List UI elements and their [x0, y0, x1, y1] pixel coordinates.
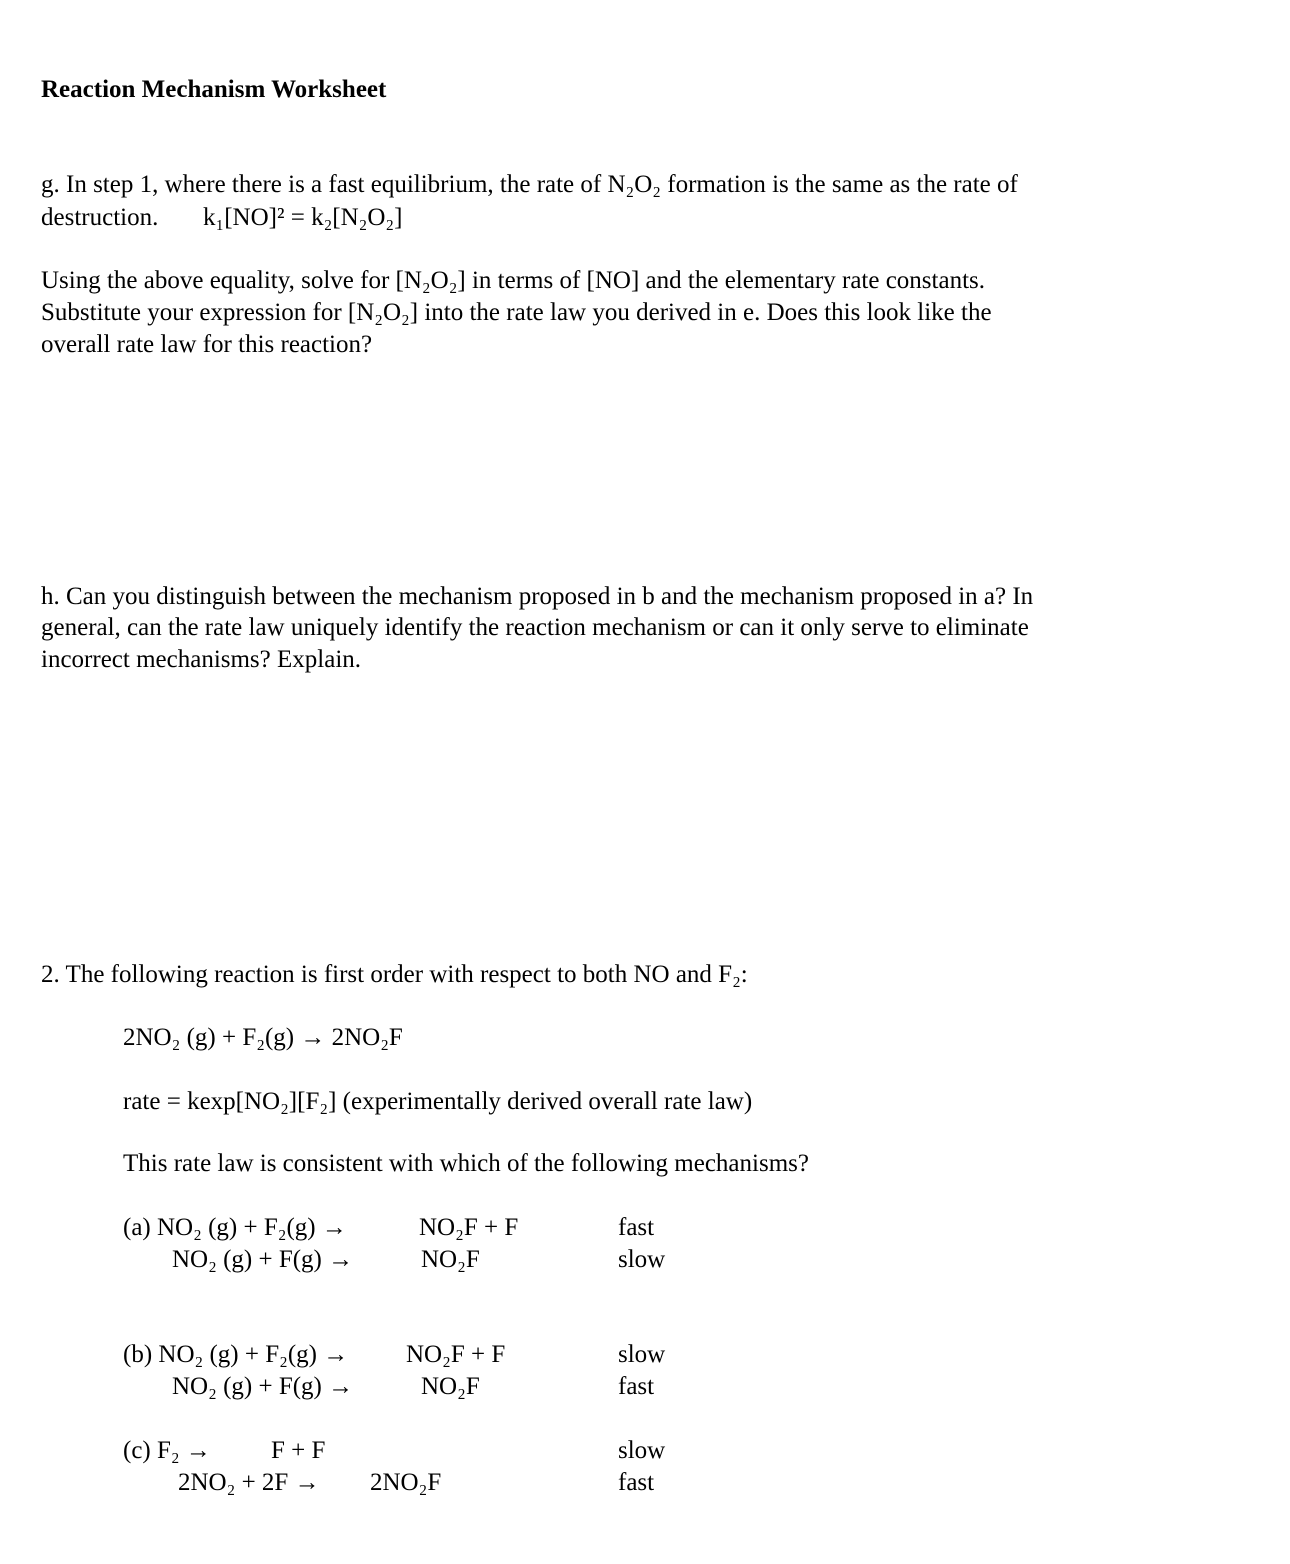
mechanism-c-step-1-rhs: F + F — [271, 1437, 326, 1464]
mechanism-b-step-1-speed: slow — [618, 1341, 666, 1368]
g-question-line-1: g. In step 1, where there is a fast equilibrium, the rate of N₂O₂ formation is the same as the rate of — [41, 171, 1018, 198]
q2-reaction: 2NO₂ (g) + F₂(g) → 2NO₂F — [123, 1024, 403, 1051]
mechanism-b-step-2-speed: fast — [618, 1373, 655, 1400]
h-question-line-1: h. Can you distinguish between the mechanism proposed in b and the mechanism proposed in a? In — [41, 583, 1034, 610]
mechanism-c-step-1-speed: slow — [618, 1437, 666, 1464]
mechanism-c-step-1-lhs: (c) F₂ → — [123, 1437, 211, 1464]
mechanism-c-step-2-rhs: 2NO₂F — [370, 1469, 442, 1496]
mechanism-a-step-1-speed: fast — [618, 1214, 655, 1241]
mechanism-b-step-2-lhs: NO₂ (g) + F(g) → — [172, 1373, 354, 1400]
page-title: Reaction Mechanism Worksheet — [41, 76, 387, 103]
mechanism-a-step-1-rhs: NO₂F + F — [419, 1214, 519, 1241]
g-question-line-2: destruction. — [41, 204, 159, 231]
mechanism-c-step-2-speed: fast — [618, 1469, 655, 1496]
g-equation: k₁[NO]² = k₂[N₂O₂] — [203, 204, 403, 231]
q2-intro: 2. The following reaction is first order with respect to both NO and F₂: — [41, 961, 748, 988]
g-instruction-line-2: Substitute your expression for [N₂O₂] into the rate law you derived in e. Does this look like the — [41, 299, 992, 326]
mechanism-b-step-1-rhs: NO₂F + F — [406, 1341, 506, 1368]
mechanism-a-step-2-lhs: NO₂ (g) + F(g) → — [172, 1246, 354, 1273]
mechanism-a-step-1-lhs: (a) NO₂ (g) + F₂(g) → — [123, 1214, 347, 1241]
mechanism-b-step-2-rhs: NO₂F — [421, 1373, 480, 1400]
g-instruction-line-3: overall rate law for this reaction? — [41, 331, 373, 358]
g-instruction-line-1: Using the above equality, solve for [N₂O₂] in terms of [NO] and the elementary rate constants. — [41, 267, 985, 294]
q2-rate-law: rate = kexp[NO₂][F₂] (experimentally derived overall rate law) — [123, 1088, 753, 1115]
mechanism-b-step-1-lhs: (b) NO₂ (g) + F₂(g) → — [123, 1341, 349, 1368]
h-question-line-3: incorrect mechanisms? Explain. — [41, 646, 362, 673]
mechanism-a-step-2-rhs: NO₂F — [421, 1246, 480, 1273]
mechanism-c-step-2-lhs: 2NO₂ + 2F → — [178, 1469, 320, 1496]
h-question-line-2: general, can the rate law uniquely identify the reaction mechanism or can it only serve to eliminate — [41, 614, 1029, 641]
q2-question: This rate law is consistent with which of the following mechanisms? — [123, 1150, 809, 1177]
mechanism-a-step-2-speed: slow — [618, 1246, 666, 1273]
